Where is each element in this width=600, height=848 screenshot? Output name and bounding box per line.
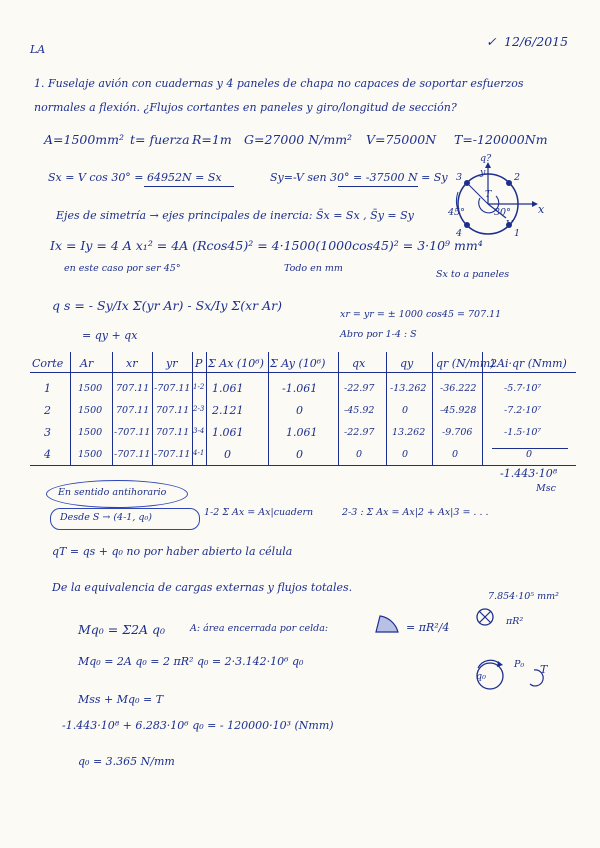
diagram-q-label: q?: [480, 153, 492, 164]
problem-line-1: 1. Fuselaje avión con cuadernas y 4 paneles de chapa no capaces de soportar esfuerzos: [34, 77, 524, 90]
col-header: Ar: [80, 357, 94, 370]
col-header: qy: [400, 357, 414, 370]
cell: 0: [296, 448, 303, 461]
cell: 0: [224, 448, 231, 461]
cell: 0: [296, 404, 303, 417]
diagram-shear: V: [506, 219, 513, 230]
author-initials: LA: [30, 43, 46, 56]
given-torque: T=-120000Nm: [454, 132, 548, 147]
diagram-node-4: 4: [456, 228, 463, 239]
col-header: 2Ai·qr (Nmm): [490, 357, 567, 370]
coordinates-note: xr = yr = ± 1000 cos45 = 707.11: [340, 309, 502, 320]
cell: 0: [526, 449, 533, 460]
cell: 707.11: [116, 383, 150, 394]
sketch-torque: T: [540, 663, 548, 676]
cell: -7.2·10⁷: [504, 405, 542, 416]
cell: 1500: [78, 383, 103, 394]
cell: 1: [44, 382, 51, 395]
diagram-y-axis: y: [480, 167, 486, 178]
cell: -36.222: [440, 383, 477, 394]
moment-numeric: -1.443·10⁸ + 6.283·10⁶ q₀ = - 120000·10³ (Nmm): [62, 719, 334, 732]
cell: 2: [44, 404, 51, 417]
cell: 2.121: [212, 404, 244, 417]
inertia-note: en este caso por ser 45°: [64, 263, 181, 274]
given-shear-modulus: G=27000 N/mm²: [244, 132, 353, 147]
quarter-sector-icon: [372, 612, 402, 636]
col-header: yr: [166, 357, 178, 370]
cell: 1500: [78, 405, 103, 416]
symmetry-note: Ejes de simetría → ejes principales de inercia: S̄x = Sx , S̄y = Sy: [56, 209, 414, 222]
cell: 0: [452, 449, 459, 460]
area-fraction: = πR²/4: [406, 621, 450, 634]
sketch-q0: q₀: [476, 671, 486, 682]
sum-row-1-2: 1-2 Σ Ax = Ax|cuadern: [204, 507, 314, 518]
sy-underline: [338, 186, 418, 187]
diagram-node-3: 3: [456, 172, 463, 183]
cell: -707.11: [114, 449, 151, 460]
problem-line-2: normales a flexión. ¿Flujos cortantes en paneles y giro/longitud de sección?: [34, 101, 457, 114]
diagram-x-axis: x: [538, 203, 545, 216]
area-value-2: πR²: [506, 616, 524, 627]
given-area: A=1500mm²: [44, 132, 125, 147]
panel-note: Sx to a paneles: [436, 269, 510, 280]
cell: 2-3: [193, 405, 205, 413]
cell: 707.11: [156, 405, 190, 416]
cell: -22.97: [344, 383, 375, 394]
col-header: Corte: [32, 357, 64, 370]
cell: 1.061: [212, 426, 244, 439]
cell: 1500: [78, 427, 103, 438]
total-flow-note: qT = qs + q₀ no por haber abierto la célula: [52, 545, 293, 558]
cell: -13.262: [390, 383, 427, 394]
cell: 13.262: [392, 427, 426, 438]
cell: -5.7·10⁷: [504, 383, 542, 394]
shear-flow-equation: q s = - Sy/Ix Σ(yr Ar) - Sx/Iy Σ(xr Ar): [52, 298, 282, 313]
cell: 707.11: [156, 427, 190, 438]
cut-note: Abro por 1-4 : S: [340, 329, 417, 340]
cell: -45.928: [440, 405, 477, 416]
inertia-equation: Ix = Iy = 4 A x₁² = 4A (Rcos45)² = 4·1500(1000cos45)² = 3·10⁹ mm⁴: [50, 238, 483, 253]
col-header: P: [195, 357, 203, 370]
sum-row-2-3: 2-3 : Σ Ax = Ax|2 + Ax|3 = . . .: [342, 507, 489, 518]
moment-q0-calc: Mq₀ = 2A q₀ = 2 πR² q₀ = 2·3.142·10⁶ q₀: [78, 655, 304, 668]
table-total-label: Msc: [536, 483, 556, 494]
sum-line: [492, 448, 568, 449]
sy-component: Sy=-V sen 30° = -37500 N = Sy: [270, 171, 448, 184]
cell: 4: [44, 448, 51, 461]
col-header: Σ Ax (10⁶): [208, 357, 264, 370]
table-total: -1.443·10⁸: [500, 467, 558, 480]
moment-q0-def: Mq₀ = Σ2A q₀: [78, 622, 166, 637]
cell: 1500: [78, 449, 103, 460]
given-radius: R=1m: [192, 132, 232, 147]
col-header: qx: [352, 357, 366, 370]
sx-component: Sx = V cos 30° = 64952N = Sx: [48, 171, 222, 184]
cell: -707.11: [114, 427, 151, 438]
start-note: Desde S → (4-1, q₀): [60, 512, 152, 523]
cell: 3: [44, 426, 51, 439]
result: q₀ = 3.365 N/mm: [78, 755, 175, 768]
direction-note: En sentido antihorario: [58, 487, 167, 498]
sketch-p0: P₀: [514, 659, 525, 670]
cell: -22.97: [344, 427, 375, 438]
given-shear-force: V=75000N: [366, 132, 437, 147]
col-header: Σ Ay (10⁶): [270, 357, 326, 370]
units-note: Todo en mm: [284, 263, 343, 274]
cell: 0: [356, 449, 363, 460]
col-header: qr (N/mm): [436, 357, 495, 370]
given-thickness: t= fuerza: [130, 132, 190, 147]
cell: -1.061: [282, 382, 318, 395]
cell: -707.11: [154, 449, 191, 460]
cell: 1-2: [193, 383, 205, 391]
cell: 0: [402, 405, 409, 416]
cell: 3-4: [193, 427, 205, 435]
cell: 4-1: [193, 449, 205, 457]
area-note: A: área encerrada por celda:: [190, 623, 329, 634]
col-header: xr: [126, 357, 138, 370]
diagram-node-2: 2: [514, 172, 521, 183]
cell: 1.061: [212, 382, 244, 395]
diagram-torque: T: [485, 189, 492, 200]
cell: -9.706: [442, 427, 473, 438]
check-mark: ✓: [486, 34, 497, 49]
cell: -1.5·10⁷: [504, 427, 542, 438]
date: 12/6/2015: [504, 34, 569, 49]
moment-sum: Mss + Mq₀ = T: [78, 693, 164, 706]
area-value: 7.854·10⁵ mm²: [488, 591, 559, 602]
equivalence-note: De la equivalencia de cargas externas y flujos totales.: [52, 581, 353, 594]
crossed-circle-icon: [474, 606, 496, 628]
diagram-angle-45: 45°: [448, 207, 465, 218]
diagram-node-1: 1: [514, 228, 521, 239]
sx-underline: [144, 186, 234, 187]
cell: 1.061: [286, 426, 318, 439]
cell: 707.11: [116, 405, 150, 416]
diagram-angle-30: 30°: [494, 207, 511, 218]
cell: 0: [402, 449, 409, 460]
cell: -45.92: [344, 405, 375, 416]
shear-flow-sum: = qy + qx: [82, 329, 138, 342]
cell: -707.11: [154, 383, 191, 394]
